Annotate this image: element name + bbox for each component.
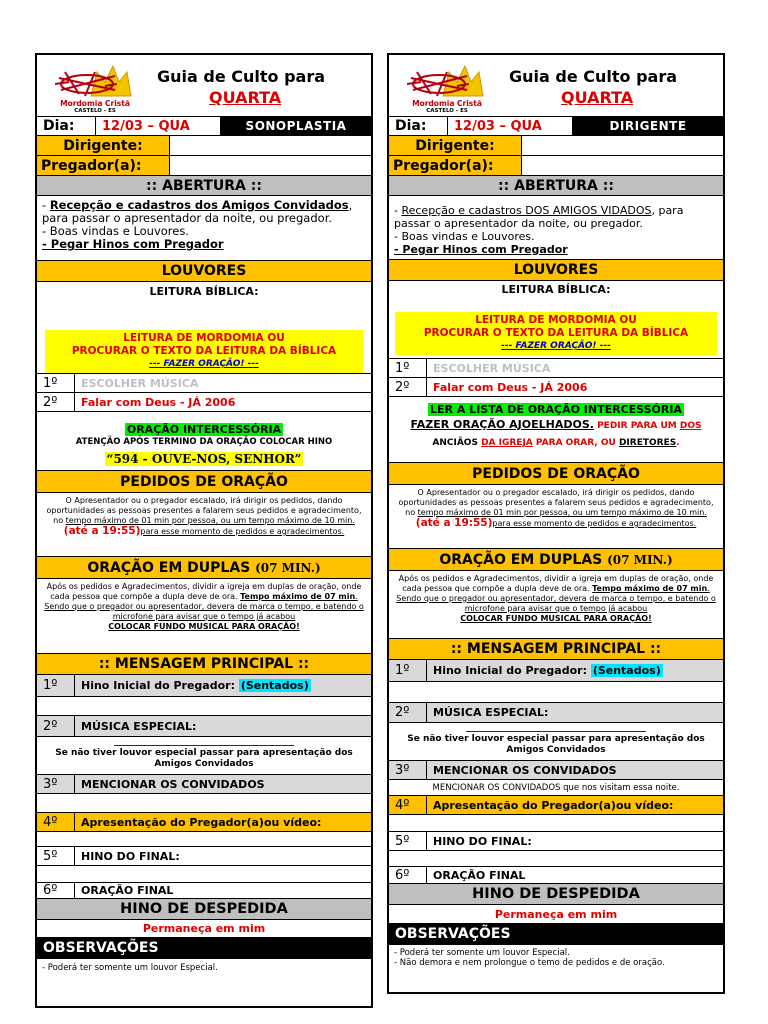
guide-header (389, 55, 723, 117)
duplas-content: Após os pedidos e Agradecimentos, dividir a igreja em duplas de oração, onde cada pessoa que compõe a dupla deve de ora. Tempo máximo de 07 min. Sendo que o pregador ou apresentador, devera de marca o tempo, e batendo o microfone para avisar que o tempo já acabou COLOCAR FUNDO MUSICAL PARA ORAÇÃO! (389, 571, 723, 639)
pregador-row: Pregador(a): (37, 156, 371, 176)
church-logo: Mordomia Cristã CASTELO - ES (397, 58, 497, 114)
mensagem-2: 2º MÚSICA ESPECIAL: (389, 703, 723, 723)
musica-especial-note: ________________________________________ Se não tiver louvor especial passar para apresentação dos Amigos Convidados (389, 723, 723, 761)
louvor-1: 1º ESCOLHER MÚSICA (389, 359, 723, 378)
pedidos-content: O Apresentador ou o pregador escalado, irá dirigir os pedidos, dando oportunidades as pessoas presentes a falarem seus pedidos e agradecimento, no tempo máximo de 01 min por pessoa, ou um tempo máximo de 10 min. (até a 19:55)para esse momento de pedidos e agradecimentos. (37, 493, 371, 557)
observacoes-content: - Poderá ter somente um louvor Especial. (42, 963, 218, 973)
leitura-instructions: LEITURA DE MORDOMIA OU PROCURAR O TEXTO DA LEITURA DA BÍBLICA --- FAZER ORAÇÃO! --- (45, 330, 363, 373)
louvor-2: 2º Falar com Deus - JÁ 2006 (37, 393, 371, 412)
guide-sonoplastia (35, 53, 373, 1008)
mensagem-1: 1º Hino Inicial do Pregador: (Sentados) (389, 660, 723, 682)
leitura-block: LEITURA BÍBLICA: LEITURA DE MORDOMIA OU PROCURAR O TEXTO DA LEITURA DA BÍBLICA --- FAZER ORAÇÃO! --- (389, 281, 723, 359)
mensagem-6: 6º ORAÇÃO FINAL (389, 867, 723, 884)
pedidos-header: PEDIDOS DE ORAÇÃO (389, 463, 723, 485)
louvores-header: LOUVORES (37, 261, 371, 282)
observacoes-content: - Poderá ter somente um louvor Especial. - Não demora e nem prolongue o temo de pedidos e de oração. (394, 948, 665, 968)
observacoes-header: OBSERVAÇÕES (37, 938, 371, 959)
duplas-header: ORAÇÃO EM DUPLAS (07 MIN.) (389, 549, 723, 571)
pregador-field[interactable] (169, 156, 371, 175)
despedida-header: HINO DE DESPEDIDA (389, 884, 723, 905)
despedida-header: HINO DE DESPEDIDA (37, 899, 371, 920)
mensagem-4: 4º Apresentação do Pregador(a)ou vídeo: (37, 813, 371, 832)
mensagem-1: 1º Hino Inicial do Pregador: (Sentados) (37, 675, 371, 697)
leitura-instructions: LEITURA DE MORDOMIA OU PROCURAR O TEXTO DA LEITURA DA BÍBLICA --- FAZER ORAÇÃO! --- (395, 312, 717, 355)
dirigente-field[interactable] (521, 136, 723, 155)
mensagem-3: 3º MENCIONAR OS CONVIDADOS (389, 761, 723, 780)
mensagem-2: 2º MÚSICA ESPECIAL: (37, 716, 371, 737)
mensagem-1-blank[interactable] (37, 697, 371, 716)
leitura-block: LEITURA BÍBLICA: LEITURA DE MORDOMIA OU PROCURAR O TEXTO DA LEITURA DA BÍBLICA --- FAZER ORAÇÃO! --- (37, 282, 371, 374)
louvor-1: 1º ESCOLHER MÚSICA (37, 374, 371, 393)
louvor-2: 2º Falar com Deus - JÁ 2006 (389, 378, 723, 397)
date-row: Dia: 12/03 – QUA DIRIGENTE (389, 117, 723, 136)
mensagem-1-blank[interactable] (389, 682, 723, 703)
guide-dirigente (387, 53, 725, 994)
louvores-header: LOUVORES (389, 260, 723, 281)
despedida-hino: Permaneça em mim (37, 920, 371, 938)
pedidos-header: PEDIDOS DE ORAÇÃO (37, 471, 371, 493)
duplas-content: Após os pedidos e Agradecimentos, dividir a igreja em duplas de oração, onde cada pessoa que compõe a dupla deve de ora. Tempo máximo de 07 min. Sendo que o pregador ou apresentador, devera de marca o tempo, e batendo o microfone para avisar que o tempo já acabou COLOCAR FUNDO MUSICAL PARA ORAÇÃO! (37, 579, 371, 654)
musica-especial-note: ________________________________________ Se não tiver louvor especial passar para apresentação dos Amigos Convidados (37, 737, 371, 775)
abertura-header: :: ABERTURA :: (37, 176, 371, 196)
pregador-field[interactable] (521, 156, 723, 175)
guide-day: QUARTA (209, 88, 282, 107)
guide-title: Guia de Culto para (157, 67, 326, 86)
intercessoria-block: LER A LISTA DE ORAÇÃO INTERCESSÓRIA FAZER ORAÇÃO AJOELHADOS. PEDIR PARA UM DOS ANCIÃOS DA IGREJA PARA ORAR, OU DIRETORES. (389, 397, 723, 463)
pregador-row: Pregador(a): (389, 156, 723, 176)
date-value[interactable]: 12/03 – QUA (447, 117, 573, 135)
guide-day: QUARTA (561, 88, 634, 107)
despedida-hino: Permaneça em mim (389, 905, 723, 924)
duplas-header: ORAÇÃO EM DUPLAS (07 MIN.) (37, 557, 371, 579)
mensagem-header: :: MENSAGEM PRINCIPAL :: (37, 654, 371, 675)
dirigente-row: Dirigente: (37, 136, 371, 156)
observacoes-header: OBSERVAÇÕES (389, 924, 723, 945)
mensagem-4-blank[interactable] (37, 832, 371, 847)
date-row: Dia: 12/03 – QUA SONOPLASTIA (37, 117, 371, 136)
mensagem-3-blank[interactable] (37, 794, 371, 813)
church-logo: Mordomia Cristã CASTELO - ES (45, 58, 145, 114)
mensagem-5: 5º HINO DO FINAL: (37, 847, 371, 866)
mensagem-header: :: MENSAGEM PRINCIPAL :: (389, 639, 723, 660)
dirigente-field[interactable] (169, 136, 371, 155)
mensagem-6: 6º ORAÇÃO FINAL (37, 883, 371, 899)
abertura-content: - Recepção e cadastros dos Amigos Convidados, para passar o apresentador da noite, ou pregador. - Boas vindas e Louvores. - Pegar Hinos com Pregador (37, 196, 371, 261)
mensagem-4: 4º Apresentação do Pregador(a)ou vídeo: (389, 796, 723, 815)
mencionar-note: MENCIONAR OS CONVIDADOS que nos visitam essa noite. (389, 780, 723, 796)
abertura-header: :: ABERTURA :: (389, 176, 723, 196)
mensagem-5-blank[interactable] (37, 866, 371, 883)
guide-header (37, 55, 371, 117)
mensagem-3: 3º MENCIONAR OS CONVIDADOS (37, 775, 371, 794)
intercessoria-block: ORAÇÃO INTERCESSÓRIA ATENÇÃO APÓS TERMINO DA ORAÇÃO COLOCAR HINO “594 - OUVE-NOS, SENHOR” (37, 412, 371, 471)
pedidos-content: O Apresentador ou o pregador escalado, irá dirigir os pedidos, dando oportunidades as pessoas presentes a falarem seus pedidos e agradecimento, no tempo máximo de 01 min por pessoa, ou um tempo máximo de 10 min. (até a 19:55)para esse momento de pedidos e agradecimentos. (389, 485, 723, 549)
role-label: SONOPLASTIA (221, 117, 371, 135)
guide-title: Guia de Culto para (509, 67, 678, 86)
mensagem-5-blank[interactable] (389, 851, 723, 867)
dirigente-row: Dirigente: (389, 136, 723, 156)
mensagem-5: 5º HINO DO FINAL: (389, 832, 723, 851)
mensagem-4-blank[interactable] (389, 815, 723, 832)
role-label: DIRIGENTE (573, 117, 723, 135)
date-value[interactable]: 12/03 – QUA (95, 117, 221, 135)
abertura-content: - Recepção e cadastros DOS AMIGOS VIDADOS, para passar o apresentador da noite, ou pregador. - Boas vindas e Louvores. - Pegar Hinos com Pregador (389, 196, 723, 260)
